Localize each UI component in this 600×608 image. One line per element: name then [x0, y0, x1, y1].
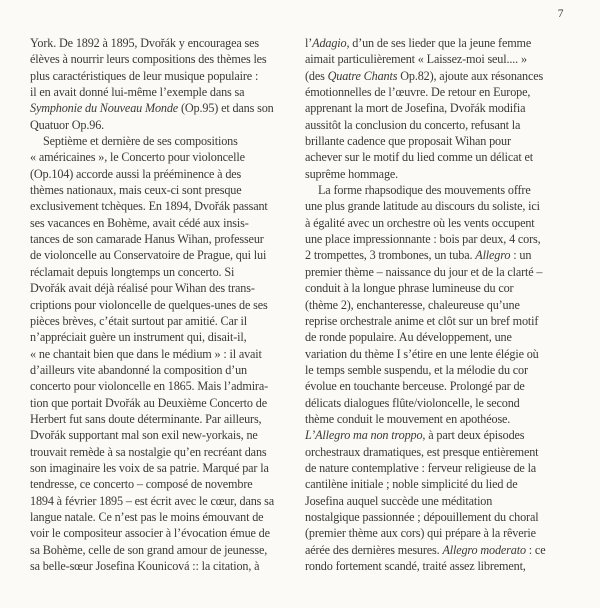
text-line: [305, 215, 562, 231]
text-line: [30, 231, 287, 247]
text-line: [30, 280, 287, 296]
text-segment: , à part deux épisodes: [422, 428, 525, 443]
text-segment: concerto pour violoncelle en 1865. Mais l’admira-: [30, 379, 269, 394]
italic-text-segment: Allegro ma non troppo: [315, 428, 423, 443]
text-line: [305, 68, 562, 84]
text-line: [305, 133, 562, 149]
text-segment: langue natale. Ce n’est pas le moins émouvant de: [30, 509, 264, 524]
text-line: [30, 362, 287, 378]
text-line: [305, 460, 562, 476]
text-line: [30, 346, 287, 362]
text-segment: achever sur le motif du lied comme un délicat et: [305, 150, 533, 165]
text-line: [30, 444, 287, 460]
text-segment: York. De 1892 à 1895, Dvořák y encouragea ses: [30, 36, 259, 50]
text-segment: de ronde populaire. Au développement, une: [305, 330, 512, 345]
text-line: [30, 84, 287, 100]
text-segment: n’appréciait guère un instrument qui, disait-il,: [30, 330, 247, 345]
text-line: [305, 117, 562, 133]
text-line: [30, 525, 287, 541]
text-line: [305, 100, 562, 116]
text-segment: (des: [305, 68, 328, 83]
text-segment: plus caractéristiques de leur musique populaire :: [30, 68, 259, 83]
text-segment: Quatuor Op.96.: [30, 117, 105, 132]
text-segment: son imaginaire les voix de sa patrie. Marqué par la: [30, 460, 269, 475]
text-segment: délicats dialogues flûte/violoncelle, le second: [305, 395, 520, 410]
text-segment: reprise orchestrale anime et clôt sur un bref motif: [305, 313, 539, 328]
text-line: [30, 476, 287, 492]
text-segment: exclusivement tchèques. En 1894, Dvořák passant: [30, 199, 268, 214]
text-segment: tances de son camarade Hanus Wihan, professeur: [30, 232, 264, 247]
text-segment: aimait particulièrement « Laissez-moi seul.... »: [305, 52, 527, 67]
text-line: [30, 509, 287, 525]
text-line: [305, 247, 562, 263]
text-segment: d’ailleurs vite abandonné la composition d’un: [30, 362, 247, 377]
text-segment: il en avait donné lui-même l’exemple dans sa: [30, 85, 245, 100]
text-segment: cantilène initiale ; noble simplicité du lied de: [305, 477, 518, 492]
text-line: [30, 460, 287, 476]
text-line: [30, 35, 287, 51]
text-segment: Dvořák supportant mal son exil new-yorkais, ne: [30, 428, 258, 443]
text-segment: (Op.104) accorde aussi la prééminence à des: [30, 166, 242, 181]
text-line: [305, 542, 562, 558]
text-line: [30, 133, 287, 149]
text-line: [305, 427, 562, 443]
column-left: [30, 35, 287, 574]
text-line: [305, 166, 562, 182]
column-right: [305, 35, 562, 574]
text-line: [305, 509, 562, 525]
text-segment: Septième et dernière de ses compositions: [43, 134, 238, 149]
text-segment: , d’un de ses lieder que la jeune femme: [346, 36, 532, 50]
text-line: [30, 247, 287, 263]
text-line: [305, 149, 562, 165]
text-segment: aérée des dernières mesures.: [305, 542, 443, 557]
text-line: [30, 395, 287, 411]
text-segment: criptions pour violoncelle de quelques-unes de ses: [30, 297, 268, 312]
text-line: [305, 525, 562, 541]
text-line: [305, 198, 562, 214]
text-line: [30, 117, 287, 133]
text-line: [305, 395, 562, 411]
text-segment: à égalité avec un orchestre où les vents occupent: [305, 215, 535, 230]
text-line: [305, 444, 562, 460]
text-segment: voir le compositeur associer à l’évocation émue de: [30, 526, 270, 541]
text-line: [305, 231, 562, 247]
text-line: [305, 51, 562, 67]
text-segment: brillante cadence que proposait Wihan pour: [305, 134, 511, 149]
text-segment: l’: [305, 36, 313, 50]
text-line: [305, 476, 562, 492]
page-number: 7: [557, 8, 564, 20]
text-segment: « ne chantait bien que dans le médium » : il avait: [30, 346, 262, 361]
text-segment: trouvait remède à sa nostalgie qu’en recréant dans: [30, 444, 267, 459]
text-segment: pièces brèves, c’était surtout par amitié. Car il: [30, 313, 248, 328]
text-line: [30, 215, 287, 231]
italic-text-segment: Adagio: [312, 36, 347, 50]
text-line: [30, 149, 287, 165]
text-line: [30, 182, 287, 198]
text-segment: premier thème – naissance du jour et de la clarté –: [305, 264, 543, 279]
text-segment: (Op.95) et dans son: [178, 101, 274, 116]
text-segment: Dvořák avait déjà réalisé pour Wihan des trans-: [30, 281, 255, 296]
text-columns: [30, 35, 562, 574]
text-segment: suprême hommage.: [305, 166, 399, 181]
text-segment: conduit à la longue phrase lumineuse du cor: [305, 281, 514, 296]
text-line: [30, 313, 287, 329]
text-segment: thèmes nationaux, mais ceux-ci sont presque: [30, 183, 242, 198]
italic-text-segment: Allegro moderato: [442, 542, 526, 557]
text-segment: sa Bohème, celle de son grand amour de jeunesse,: [30, 542, 268, 557]
text-line: [305, 411, 562, 427]
italic-text-segment: L’: [305, 428, 316, 443]
text-segment: tion que portait Dvořák au Deuxième Concerto de: [30, 395, 267, 410]
text-line: [305, 297, 562, 313]
text-segment: La forme rhapsodique des mouvements offre: [318, 183, 531, 198]
text-segment: de violoncelle au Conservatoire de Prague, qui lui: [30, 248, 267, 263]
italic-text-segment: Symphonie du Nouveau Monde: [30, 101, 179, 116]
text-segment: aussitôt la conclusion du concerto, refusant la: [305, 117, 521, 132]
text-line: [305, 493, 562, 509]
text-segment: élèves à nourrir leurs compositions des thèmes les: [30, 52, 267, 67]
text-segment: Josefina auquel succède une méditation: [305, 493, 493, 508]
text-line: [305, 329, 562, 345]
text-segment: rondo fortement scandé, traité assez librement,: [305, 559, 526, 573]
text-line: [30, 378, 287, 394]
text-line: [30, 427, 287, 443]
text-line: [305, 264, 562, 280]
text-segment: ses vacances en Bohème, avait cédé aux insis-: [30, 215, 249, 230]
text-segment: « américaines », le Concerto pour violoncelle: [30, 150, 245, 165]
text-line: [305, 313, 562, 329]
text-line: [305, 280, 562, 296]
text-line: [30, 68, 287, 84]
text-segment: le temps semble suspendu, et la mélodie du cor: [305, 362, 528, 377]
text-segment: tendresse, ce concerto – composé de novembre: [30, 477, 253, 492]
text-line: [30, 493, 287, 509]
text-line: [305, 558, 562, 574]
text-segment: (premier thème aux cors) qui prépare à la rêverie: [305, 526, 536, 541]
text-line: [30, 166, 287, 182]
text-line: [30, 329, 287, 345]
text-segment: réclamait depuis longtemps un concerto. Si: [30, 264, 235, 279]
text-segment: Herbert fut sans doute déterminante. Par ailleurs,: [30, 411, 262, 426]
text-line: [30, 51, 287, 67]
text-line: [305, 182, 562, 198]
text-line: [305, 84, 562, 100]
text-segment: de nature contemplative : ferveur religieuse de la: [305, 460, 537, 475]
text-segment: 1894 à février 1895 – est écrit avec le cœur, dans sa: [30, 493, 275, 508]
text-line: [30, 264, 287, 280]
text-line: [30, 558, 287, 574]
text-segment: variation du thème I s’étire en une lente élégie où: [305, 346, 539, 361]
text-segment: thème conduit le mouvement en apothéose.: [305, 411, 511, 426]
text-segment: orchestraux dramatiques, est presque entièrement: [305, 444, 539, 459]
text-segment: évolue en touchante berceuse. Prolongé par de: [305, 379, 525, 394]
text-segment: une place impressionnante : bois par deux, 4 cors,: [305, 232, 541, 247]
italic-text-segment: Allegro: [475, 248, 511, 263]
text-segment: apprenant la mort de Josefina, Dvořák modifia: [305, 101, 526, 116]
text-line: [30, 198, 287, 214]
text-line: [30, 100, 287, 116]
text-line: [305, 35, 562, 51]
text-segment: : ce: [525, 542, 546, 557]
italic-text-segment: Quatre Chants: [327, 68, 398, 83]
text-segment: : un: [510, 248, 532, 263]
text-line: [305, 362, 562, 378]
text-segment: une plus grande latitude au discours du soliste, ici: [305, 199, 540, 214]
text-line: [30, 411, 287, 427]
text-segment: Op.82), ajoute aux résonances: [397, 68, 544, 83]
text-line: [305, 346, 562, 362]
text-segment: émotionnelles de l’œuvre. De retour en Europe,: [305, 85, 531, 100]
text-segment: sa belle-sœur Josefina Kounicová :: la citation, à: [30, 559, 260, 573]
text-segment: nostalgique passionnée ; dépouillement du choral: [305, 509, 539, 524]
text-segment: (thème 2), enchanteresse, chaleureuse qu’une: [305, 297, 520, 312]
text-segment: 2 trompettes, 3 trombones, un tuba.: [305, 248, 476, 263]
text-line: [30, 297, 287, 313]
text-line: [30, 542, 287, 558]
text-line: [305, 378, 562, 394]
